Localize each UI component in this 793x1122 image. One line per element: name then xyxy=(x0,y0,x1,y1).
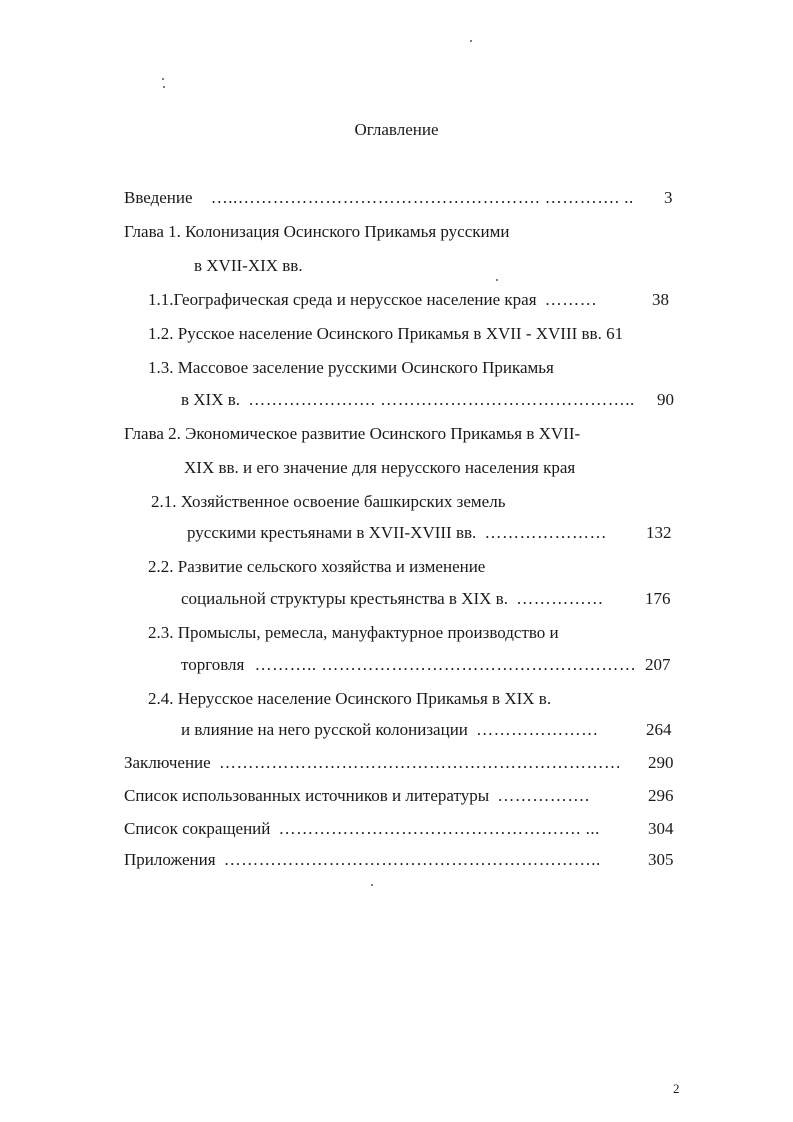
toc-leader: …………………………………………………………… xyxy=(218,753,622,772)
toc-page-number: 304 xyxy=(648,819,674,838)
page-number: 2 xyxy=(673,1081,680,1096)
toc-page-number: 3 xyxy=(664,188,673,207)
toc-leader: …………………. …………………………………….. xyxy=(248,390,635,409)
toc-entry-conclusion xyxy=(124,752,639,774)
toc-entry-text: Список использованных источников и литературы xyxy=(124,786,490,805)
toc-entry-text: русскими крестьянами в XVII-XVIII вв. xyxy=(187,523,477,542)
toc-entry-2-3-cont xyxy=(181,654,638,676)
toc-page-number: 38 xyxy=(652,290,669,309)
toc-entry-text: социальной структуры крестьянства в XIX в. xyxy=(181,589,508,608)
toc-entry-chapter-2: Глава 2. Экономическое развитие Осинского Прикамья в XVII- xyxy=(124,424,581,443)
toc-leader: ………………… xyxy=(476,720,599,739)
scan-speck xyxy=(162,78,164,80)
toc-entry-2-1-cont xyxy=(187,522,639,544)
toc-leader: ……………………………………………………….. xyxy=(223,850,601,869)
toc-entry-text: и влияние на него русской колонизации xyxy=(181,720,468,739)
toc-entry-1-1 xyxy=(148,289,645,311)
toc-entry-appendices xyxy=(124,849,639,871)
toc-entry-2-2: 2.2. Развитие сельского хозяйства и изменение xyxy=(148,557,486,576)
toc-entry-text: 1.1.Географическая среда и нерусское население края xyxy=(148,290,537,309)
toc-entry-sources xyxy=(124,785,640,807)
toc-leader: ……….. ……………………………………………… xyxy=(254,655,637,674)
toc-entry-chapter-1-cont: в XVII-XIX вв. xyxy=(194,256,303,275)
toc-entry-1-2: 1.2. Русское население Осинского Прикамья в XVII - XVIII вв. 61 xyxy=(148,324,624,343)
scan-speck xyxy=(163,86,165,88)
toc-entry-text: Введение xyxy=(124,188,193,207)
scan-speck xyxy=(470,40,472,42)
toc-entry-2-1: 2.1. Хозяйственное освоение башкирских земель xyxy=(151,492,506,511)
toc-entry-text: Приложения xyxy=(124,850,216,869)
toc-page-number: 207 xyxy=(645,655,671,674)
toc-page-number: 90 xyxy=(657,390,674,409)
toc-entry-1-3: 1.3. Массовое заселение русскими Осинского Прикамья xyxy=(148,358,554,377)
toc-leader: ……… xyxy=(544,290,598,309)
toc-leader: ……………. xyxy=(497,786,590,805)
toc-entry-2-4-cont xyxy=(181,719,639,741)
toc-page-number: 176 xyxy=(645,589,671,608)
toc-entry-chapter-2-cont: XIX вв. и его значение для нерусского населения края xyxy=(184,458,576,477)
toc-entry-abbreviations xyxy=(124,818,639,840)
toc-entry-2-4: 2.4. Нерусское население Осинского Прикамья в XIX в. xyxy=(148,689,552,708)
toc-entry-2-2-cont xyxy=(181,588,638,610)
toc-page-number: 296 xyxy=(648,786,674,805)
toc-entry-chapter-1: Глава 1. Колонизация Осинского Прикамья русскими xyxy=(124,222,510,241)
toc-entry-1-3-cont xyxy=(181,389,647,411)
scan-speck xyxy=(371,884,373,886)
toc-leader: …………… xyxy=(516,589,604,608)
toc-entry-text: Список сокращений xyxy=(124,819,271,838)
toc-page-number: 290 xyxy=(648,753,674,772)
toc-entry-intro xyxy=(124,187,654,209)
toc-page-number: 305 xyxy=(648,850,674,869)
toc-entry-text: в XIX в. xyxy=(181,390,241,409)
toc-entry-text: торговля xyxy=(181,655,245,674)
toc-entry-text: Заключение xyxy=(124,753,211,772)
toc-leader: ………………… xyxy=(484,523,608,542)
toc-leader: …..……………………………………………. …………. .. xyxy=(210,188,634,207)
toc-leader: ……………………………………………. ... xyxy=(278,819,600,838)
toc-page-number: 264 xyxy=(646,720,672,739)
scan-speck xyxy=(496,279,498,281)
toc-page-number: 132 xyxy=(646,523,672,542)
toc-entry-2-3: 2.3. Промыслы, ремесла, мануфактурное производство и xyxy=(148,623,559,642)
page-title: Оглавление xyxy=(354,120,439,139)
